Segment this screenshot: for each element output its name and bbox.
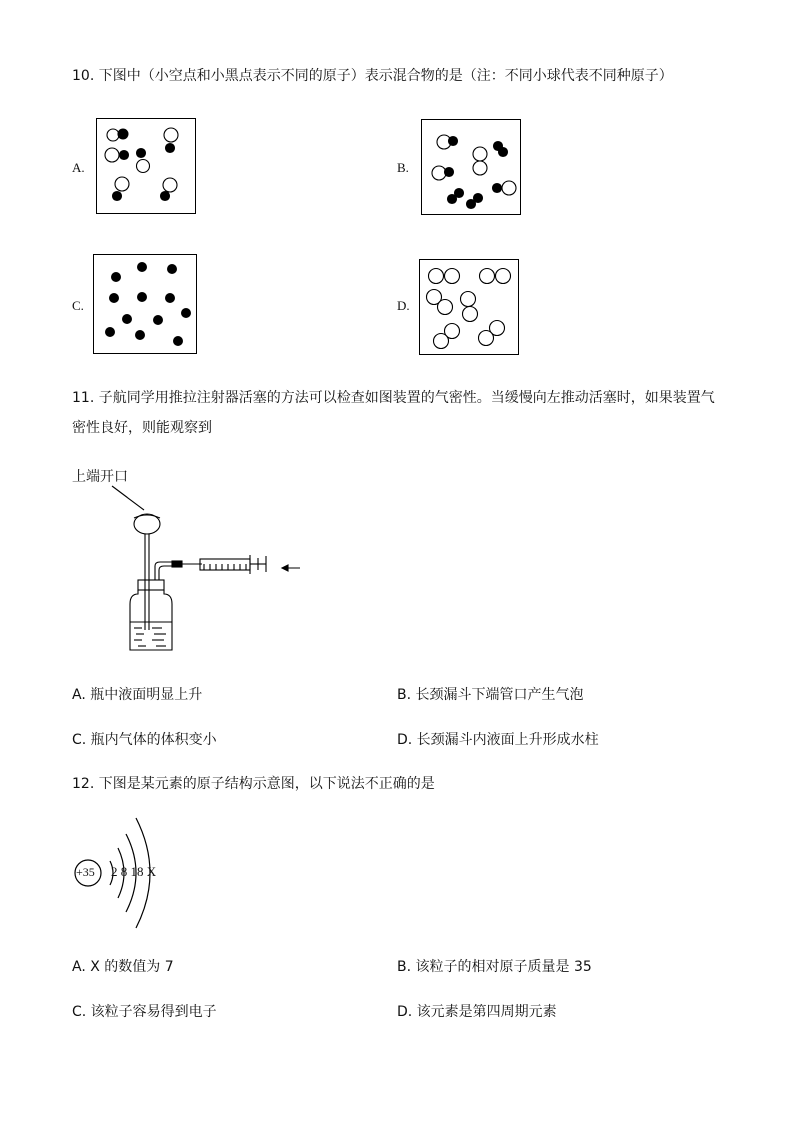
q12-option-b[interactable]: B. 该粒子的相对原子质量是 35 bbox=[397, 959, 592, 975]
q12-option-a[interactable]: A. X 的数值为 7 bbox=[72, 959, 174, 975]
molecule-diagram-d bbox=[420, 260, 518, 354]
q10-figure-a bbox=[96, 118, 196, 214]
q10-label-d: D. bbox=[397, 298, 410, 313]
q11-stem-line2: 密性良好，则能观察到 bbox=[72, 420, 212, 436]
q12-option-c[interactable]: C. 该粒子容易得到电子 bbox=[72, 1004, 217, 1020]
q11-option-a[interactable]: A. 瓶中液面明显上升 bbox=[72, 687, 203, 703]
q10-figure-c bbox=[93, 254, 197, 354]
molecule-diagram-b bbox=[422, 120, 520, 214]
q10-figure-b bbox=[421, 119, 521, 215]
q10-figure-d bbox=[419, 259, 519, 355]
electron-shells: 2 8 18 X bbox=[111, 864, 157, 879]
nucleus-charge: +35 bbox=[76, 865, 95, 879]
q12-option-d[interactable]: D. 该元素是第四周期元素 bbox=[397, 1004, 557, 1020]
apparatus-label: 上端开口 bbox=[72, 469, 128, 485]
q11-option-d[interactable]: D. 长颈漏斗内液面上升形成水柱 bbox=[397, 732, 599, 748]
q11-option-b[interactable]: B. 长颈漏斗下端管口产生气泡 bbox=[397, 687, 584, 703]
q10-stem: 10. 下图中（小空点和小黑点表示不同的原子）表示混合物的是（注：不同小球代表不同种原子） bbox=[72, 68, 673, 84]
q10-label-b: B. bbox=[397, 160, 409, 175]
q10-label-c: C. bbox=[72, 298, 84, 313]
q12-stem: 12. 下图是某元素的原子结构示意图，以下说法不正确的是 bbox=[72, 776, 435, 792]
q11-stem-line1: 11. 子航同学用推拉注射器活塞的方法可以检查如图装置的气密性。当缓慢向左推动活塞时，如果装置气 bbox=[72, 390, 715, 406]
q11-option-c[interactable]: C. 瓶内气体的体积变小 bbox=[72, 732, 217, 748]
molecule-diagram-a bbox=[97, 119, 195, 213]
airtightness-apparatus-diagram bbox=[72, 480, 312, 660]
q10-label-a: A. bbox=[72, 160, 85, 175]
molecule-diagram-c bbox=[94, 255, 196, 353]
